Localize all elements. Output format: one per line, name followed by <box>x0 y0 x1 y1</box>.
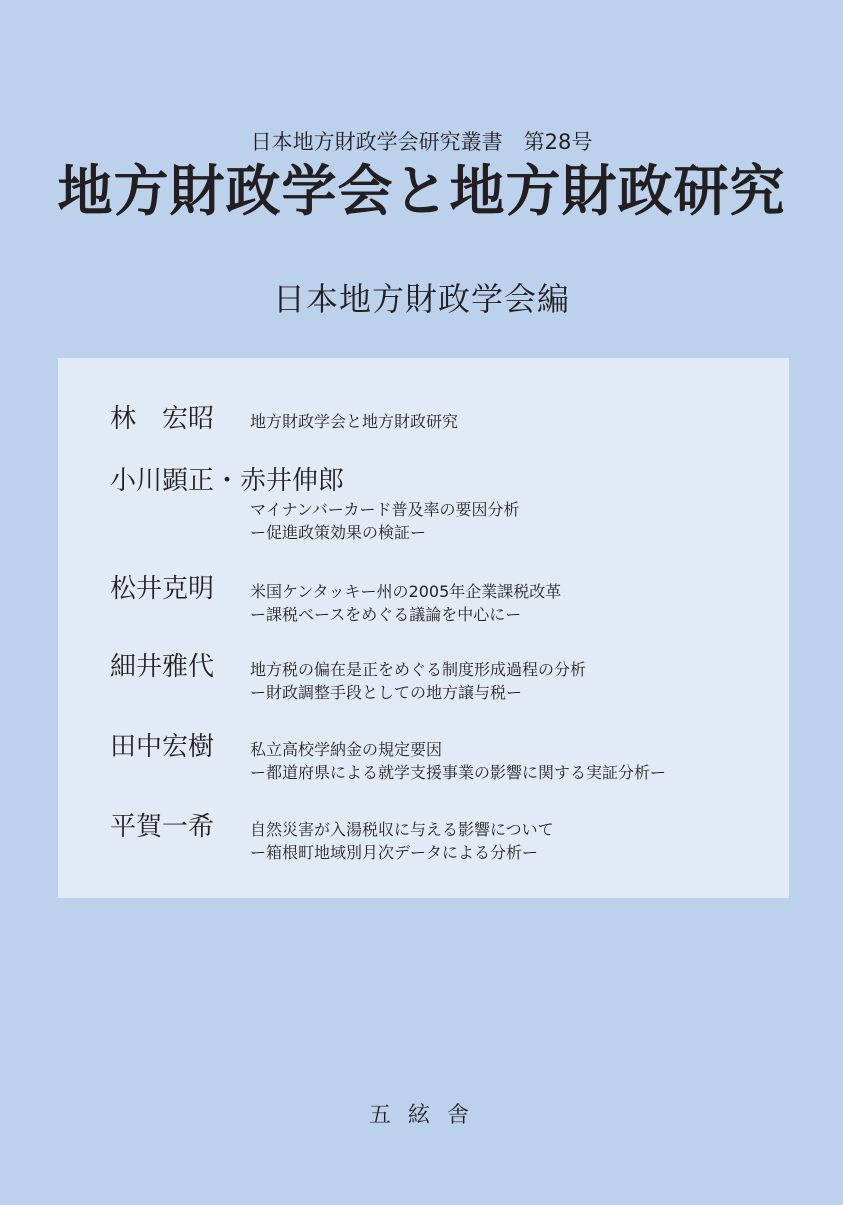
publisher-name: 五 絃 舎 <box>369 1103 474 1128</box>
entry-author: 平賀一希 <box>110 812 215 842</box>
entry-author: 松井克明 <box>110 574 215 604</box>
entry-subtitle: ー箱根町地域別月次データによる分析ー <box>250 843 539 862</box>
entry-author: 田中宏樹 <box>110 732 215 762</box>
entry-subtitle: ー課税ベースをめぐる議論を中心にー <box>250 605 522 624</box>
entry-subtitle: ー財政調整手段としての地方譲与税ー <box>250 683 523 702</box>
entry-author: 林 宏昭 <box>110 404 215 434</box>
book-title: 地方財政学会と地方財政研究 <box>57 159 786 223</box>
entry-author: 小川顕正・赤井伸郎 <box>110 466 345 496</box>
entry-title: 地方財政学会と地方財政研究 <box>250 412 459 431</box>
entry-subtitle: ー促進政策効果の検証ー <box>250 523 427 542</box>
entry-title: マイナンバーカード普及率の要因分析 <box>250 500 520 519</box>
entry-author: 細井雅代 <box>110 652 215 682</box>
editor-label: 日本地方財政学会編 <box>272 280 570 318</box>
contents-panel <box>58 358 789 898</box>
entry-title: 私立高校学納金の規定要因 <box>250 740 443 759</box>
entry-title: 自然災害が入湯税収に与える影響について <box>250 820 554 839</box>
entry-title: 地方税の偏在是正をめぐる制度形成過程の分析 <box>250 660 587 679</box>
entry-title: 米国ケンタッキー州の2005年企業課税改革 <box>250 582 562 601</box>
entry-subtitle: ー都道府県による就学支援事業の影響に関する実証分析ー <box>250 763 667 782</box>
series-label: 日本地方財政学会研究叢書 第28号 <box>250 130 593 154</box>
